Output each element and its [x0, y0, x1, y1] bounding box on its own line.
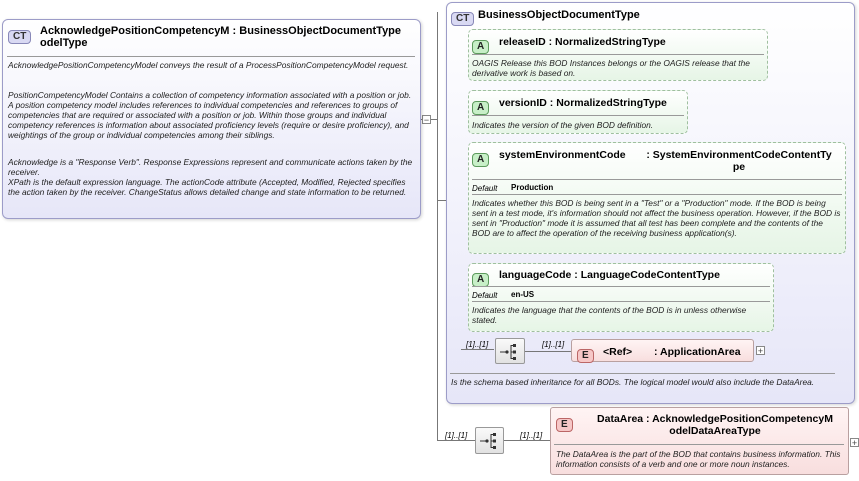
divider	[450, 373, 835, 374]
cardinality-label: [1]..[1]	[520, 431, 543, 440]
attribute-badge: A	[472, 273, 489, 287]
connector-trunk	[437, 12, 438, 440]
attribute-versionID	[468, 90, 688, 134]
divider	[554, 444, 844, 445]
attribute-languageCode	[468, 263, 774, 332]
attribute-doc: Indicates the version of the given BOD definition.	[472, 120, 654, 130]
element-DataArea[interactable]	[550, 407, 849, 475]
sequence-icon[interactable]	[475, 427, 504, 454]
element-name: : ApplicationArea	[654, 346, 741, 358]
complex-type-badge: CT	[451, 12, 474, 26]
element-ApplicationArea[interactable]	[571, 339, 754, 362]
main-doc-1: AcknowledgePositionCompetencyModel conveys the result of a ProcessPositionCompetencyModel request.	[8, 60, 409, 70]
cardinality-label: [1]..[1]	[542, 340, 565, 349]
attribute-systemEnvironmentCode	[468, 142, 846, 254]
attribute-name: systemEnvironmentCode	[499, 149, 626, 161]
main-title: AcknowledgePositionCompetencyM : BusinessObjectDocumentType odelType	[40, 25, 402, 49]
element-doc: The DataArea is the part of the BOD that contains business information. This information consists of a verb and one or more noun instances.	[556, 449, 841, 469]
attribute-type: : SystemEnvironmentCodeContentTy pe	[646, 149, 832, 173]
attribute-name: versionID : NormalizedStringType	[499, 97, 667, 109]
attribute-badge: A	[472, 40, 489, 54]
minus-icon[interactable]: −	[423, 115, 430, 125]
divider	[472, 54, 764, 55]
bod-complex-type	[446, 2, 855, 404]
attribute-name: languageCode : LanguageCodeContentType	[499, 269, 720, 281]
attribute-doc: Indicates the language that the contents of the BOD is in unless otherwise stated.	[472, 305, 747, 325]
divider	[472, 301, 770, 302]
element-name: DataArea : AcknowledgePositionCompetencyM odelDataAreaType	[597, 413, 833, 437]
attribute-badge: A	[472, 101, 489, 115]
default-value: en-US	[511, 290, 535, 299]
plus-icon[interactable]: +	[757, 346, 764, 356]
attribute-releaseID	[468, 29, 768, 81]
cardinality-label: [1]..[1]	[466, 340, 489, 349]
connector-dataarea	[503, 440, 550, 441]
main-doc-2: PositionCompetencyModel Contains a collection of competency information associated with a position or job. A position competency model includes references to individual competencies and references to groups of competencies that are required or associated with a position or job. Within those groups and individual competency references is information about associated proficiency levels (require or desire proficiency), and weightings of the group or individual competencies among their siblings.	[8, 90, 412, 140]
divider	[7, 56, 415, 57]
divider	[472, 115, 684, 116]
bod-title: BusinessObjectDocumentType	[478, 9, 640, 21]
complex-type-badge: CT	[8, 30, 31, 44]
element-badge: E	[556, 418, 573, 432]
element-badge: E	[577, 349, 594, 363]
attribute-doc: Indicates whether this BOD is being sent in a "Test" or a "Production" mode. If the BOD is being sent in a test mode, it's information should not affect the business operation. However, if the BOD is sent in "Production" mode it is assumed that all test has been complete and the contents of the BOD are to affect the operation of the receiving business application(s).	[472, 198, 841, 238]
default-value: Production	[511, 183, 554, 192]
divider	[472, 286, 770, 287]
divider	[472, 194, 842, 195]
attribute-doc: OAGIS Release this BOD Instances belongs or the OAGIS release that the derivative work is based on.	[472, 58, 750, 78]
sequence-icon[interactable]	[495, 338, 525, 364]
attribute-name: releaseID : NormalizedStringType	[499, 36, 666, 48]
plus-icon[interactable]: +	[851, 438, 858, 448]
divider	[472, 179, 842, 180]
connector-seq-out	[525, 351, 571, 352]
main-doc-3: Acknowledge is a "Response Verb". Response Expressions represent and communicate actions taken by the receiver. XPath is the default expression language. The actionCode attribute (Accepted, Modified, Rejected specifies the action taken by the receiver. ChangeStatus allows detailed change and state information to be returned.	[8, 157, 413, 197]
connector-seq	[461, 349, 494, 350]
default-label: Default	[472, 184, 498, 193]
connector-to-dataarea-seq	[437, 440, 475, 441]
default-label: Default	[472, 291, 498, 300]
main-complex-type	[2, 19, 421, 219]
bod-doc: Is the schema based inheritance for all BODs. The logical model would also include the DataArea.	[451, 377, 815, 387]
connector-to-bod	[437, 200, 446, 201]
element-ref: <Ref>	[603, 346, 633, 358]
attribute-badge: A	[472, 153, 489, 167]
cardinality-label: [1]..[1]	[445, 431, 468, 440]
